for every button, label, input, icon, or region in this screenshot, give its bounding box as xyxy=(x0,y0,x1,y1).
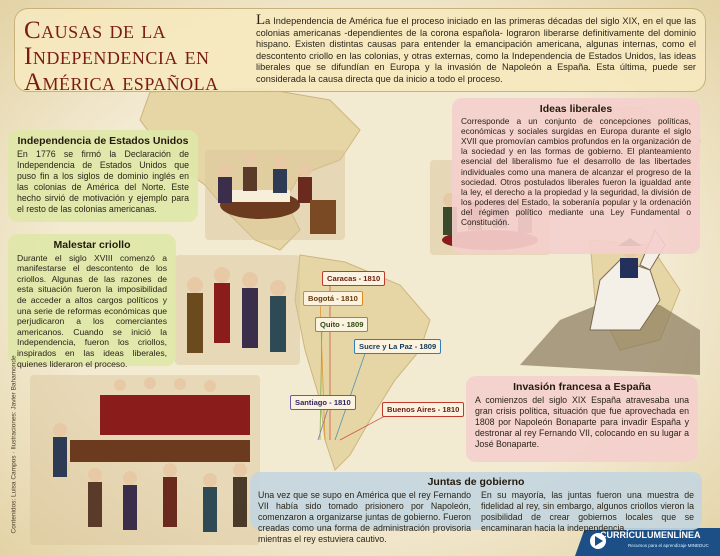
panel-criollo-heading: Malestar criollo xyxy=(53,239,131,251)
panel-usa-body: En 1776 se firmó la Declaración de Independencia de Estados Unidos que puso fin a los siglos de dominio inglés en las colonias de América del Norte. Este hecho sirvió de motivación y ejemplo para el resto de las colonias americanas. xyxy=(17,149,189,214)
panel-usa-heading: Independencia de Estados Unidos xyxy=(17,135,189,147)
logo-tagline: Recursos para el aprendizaje MINEDUC xyxy=(628,543,709,548)
panel-liberal-body: Corresponde a un conjunto de concepciones políticas, económicas y sociales surgidas en Europa durante el siglo XVII que promovían cambios profundos en la organización de la sociedad y en las formas de gobierno. El planteamiento esencial del liberalismo fue el desarrollo de las libertades individuales como una manera de alcanzar el progreso de la sociedad. Otros postulados liberales fueron la igualdad ante la ley, el derecho a la propiedad y la seguridad, la división de los poderes del Estado, la soberanía popular y la ordenación del régimen político mediante una Ley Fundamental o Constitución. xyxy=(461,116,691,228)
panel-criollo-body: Durante el siglo XVIII comenzó a manifestarse el descontento de los criollos. Algunas de las razones de esta situación fueron la imposibilidad de acceder a altos cargos políticos y una serie de reformas económicas que perjudicaron a los comerciantes americanos. Cuando se inició la Independencia, fueron los criollos, inspirados en las ideas liberales, quienes lideraron el proceso. xyxy=(17,252,167,369)
city-label-caracas: Caracas - 1810 xyxy=(322,271,385,286)
page-title xyxy=(24,18,242,96)
city-label-bogota: Bogotá - 1810 xyxy=(303,291,363,306)
city-label-quito: Quito - 1809 xyxy=(315,317,368,332)
panel-french-invasion xyxy=(466,376,698,462)
title-line-3: América española xyxy=(24,69,219,96)
panel-invasion-heading: Invasión francesa a España xyxy=(513,381,651,393)
panel-juntas-col2: En su mayoría, las juntas fueron una muestra de fidelidad al rey, sin embargo, algunos criollos vieron la posibilidad de crear gobiernos locales que se encaminaran hacia la independencia. xyxy=(481,490,694,533)
city-label-sucre-la-paz: Sucre y La Paz - 1809 xyxy=(354,339,441,354)
panel-invasion-body: A comienzos del siglo XIX España atravesaba una gran crisis política, situación que fue aprovechada en 1808 por Napoleón Bonaparte para invadir España y destronar al rey Fernando VII, colocando en su lugar a José Bonaparte. xyxy=(475,395,689,449)
panel-liberal-ideas xyxy=(452,98,700,254)
junta-assembly-scene xyxy=(30,375,260,545)
city-label-buenos-aires: Buenos Aires - 1810 xyxy=(382,402,464,417)
logo-text[interactable]: CURRÍCULUMENLÍNEA xyxy=(600,530,701,540)
panel-criollo xyxy=(8,234,176,369)
declaration-signing-scene xyxy=(205,150,345,240)
panel-juntas-col1: Una vez que se supo en América que el rey Fernando VII había sido tomado prisionero por Napoleón, comenzaron a organizarse juntas de gobierno. Fueron creadas como una forma de administración provisoria mientras el rey estuviera cautivo. xyxy=(258,490,471,544)
city-label-santiago: Santiago - 1810 xyxy=(290,395,356,410)
panel-liberal-heading: Ideas liberales xyxy=(539,103,613,115)
title-line-2: Independencia en xyxy=(24,43,210,70)
credits-text: Contenidos: Luisa Campos · Ilustraciones: Javier Bahamonde xyxy=(10,355,18,534)
panel-juntas-heading: Juntas de gobierno xyxy=(427,476,525,488)
panel-usa-independence xyxy=(8,130,198,222)
title-line-1: Causas de la xyxy=(24,17,167,44)
criollo-group-scene xyxy=(175,255,300,365)
intro-text: La Independencia de América fue el proceso iniciado en las primeras décadas del siglo XIX, en el que las colonias americanas -dependientes de la corona española- lograron liberarse definitivamente del dominio hispano. Existen distintas causas para entender la emancipación americana, algunas internas, como el descontento criollo en las colonias, y otras externas, como la Independencia de Estados Unidos, las ideas liberales que se difundían en Europa y la invasión de Napoleón a España. Esta última, puede ser considerada la causa directa que da inicio a todo el proceso. xyxy=(256,12,696,84)
